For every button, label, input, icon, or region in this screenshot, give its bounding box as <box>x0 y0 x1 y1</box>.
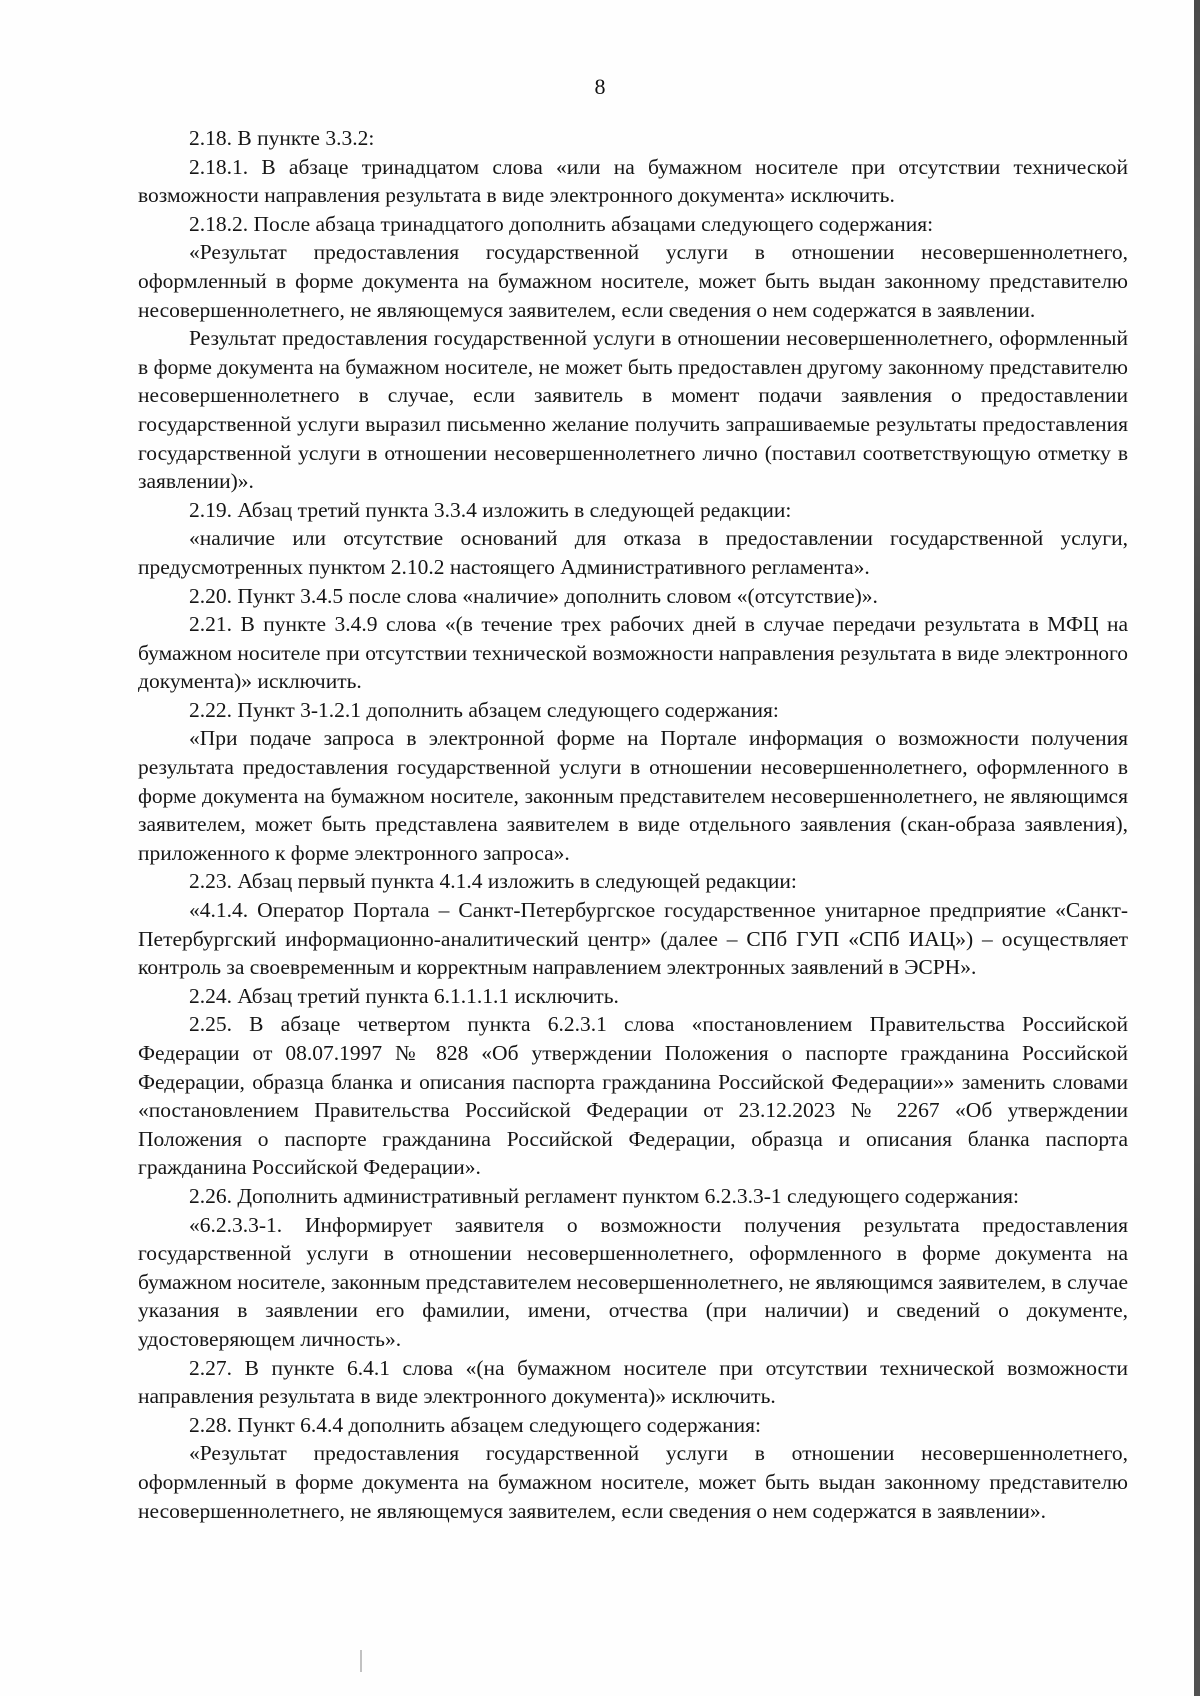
paragraph-2-19: 2.19. Абзац третий пункта 3.3.4 изложить в следующей редакции: <box>189 497 792 522</box>
paragraph-quote-portal-request: «При подаче запроса в электронной форме на Портале информация о возможности получения результата предоставления государственной услуги в отношении несовершеннолетнего, оформленного в форме документа на бумажном носителе, законным представителем несовершеннолетнего, не являющимся заявителем, может быть представлена заявителем в виде отдельного заявления (скан-образа заявления), приложенного к форме электронного запроса». <box>138 726 1128 865</box>
paragraph-2-27: 2.27. В пункте 6.4.1 слова «(на бумажном носителе при отсутствии технической возможности направления результата в виде электронного документа)» исключить. <box>138 1355 1128 1409</box>
paragraph-2-21: 2.21. В пункте 3.4.9 слова «(в течение трех рабочих дней в случае передачи результата в МФЦ на бумажном носителе при отсутствии технической возможности направления результата в виде электронного документа)» исключить. <box>138 612 1128 694</box>
scan-edge-mark <box>1194 0 1200 1696</box>
document-body <box>138 124 1128 1525</box>
paragraph-2-18: 2.18. В пункте 3.3.2: <box>189 126 375 150</box>
paragraph-2-25: 2.25. В абзаце четвертом пункта 6.2.3.1 слова «постановлением Правительства Российской Федерации от 08.07.1997 № 828 «Об утверждении Положения о паспорте гражданина Российской Федерации, образца бланка и описания паспорта гражданина Российской Федерации»» заменить словами «постановлением Правительства Российской Федерации от 23.12.2023 № 2267 «Об утверждении Положения о паспорте гражданина Российской Федерации, образца и описания бланка паспорта гражданина Российской Федерации». <box>138 1012 1128 1180</box>
paragraph-2-20: 2.20. Пункт 3.4.5 после слова «наличие» дополнить словом «(отсутствие)». <box>189 583 878 608</box>
paragraph-2-23: 2.23. Абзац первый пункта 4.1.4 изложить в следующей редакции: <box>189 869 797 894</box>
paragraph-2-18-1: 2.18.1. В абзаце тринадцатом слова «или на бумажном носителе при отсутствии технической возможности направления результата в виде электронного документа» исключить. <box>138 154 1128 208</box>
paragraph-2-18-2: 2.18.2. После абзаца тринадцатого дополнить абзацами следующего содержания: <box>189 211 934 236</box>
paragraph-quote-final: «Результат предоставления государственной услуги в отношении несовершеннолетнего, оформленный в форме документа на бумажном носителе, может быть выдан законному представителю несовершеннолетнего, не являющемуся заявителем, если сведения о нем содержатся в заявлении». <box>138 1441 1128 1523</box>
paragraph-quote-6-2-3-3-1: «6.2.3.3-1. Информирует заявителя о возможности получения результата предоставления государственной услуги в отношении несовершеннолетнего, оформленного в форме документа на бумажном носителе, законным представителем несовершеннолетнего, не являющимся заявителем, в случае указания в заявлении его фамилии, имени, отчества (при наличии) и сведений о документе, удостоверяющем личность». <box>138 1212 1128 1351</box>
paragraph-quote-result-issue: «Результат предоставления государственной услуги в отношении несовершеннолетнего, оформленный в форме документа на бумажном носителе, может быть выдан законному представителю несовершеннолетнего, не являющемуся заявителем, если сведения о нем содержатся в заявлении. <box>138 240 1128 322</box>
paragraph-2-24: 2.24. Абзац третий пункта 6.1.1.1.1 исключить. <box>189 983 619 1008</box>
paragraph-quote-4-1-4: «4.1.4. Оператор Портала – Санкт-Петербургское государственное унитарное предприятие «Санкт-Петербургский информационно-аналитический центр» (далее – СПб ГУП «СПб ИАЦ») – осуществляет контроль за своевременным и корректным направлением электронных заявлений в ЭСРН». <box>138 898 1128 980</box>
paragraph-2-26: 2.26. Дополнить административный регламент пунктом 6.2.3.3-1 следующего содержания: <box>189 1183 1019 1208</box>
paragraph-2-22: 2.22. Пункт 3-1.2.1 дополнить абзацем следующего содержания: <box>189 697 779 722</box>
paragraph-quote-grounds: «наличие или отсутствие оснований для отказа в предоставлении государственной услуги, предусмотренных пунктом 2.10.2 настоящего Административного регламента». <box>138 526 1128 579</box>
page-number: 8 <box>594 74 606 99</box>
paragraph-2-28: 2.28. Пункт 6.4.4 дополнить абзацем следующего содержания: <box>189 1412 761 1437</box>
scan-artifact-mark <box>360 1650 362 1672</box>
paragraph-result-not-provided: Результат предоставления государственной услуги в отношении несовершеннолетнего, оформленный в форме документа на бумажном носителе, не может быть предоставлен другому законному представителю несовершеннолетнего в случае, если заявитель в момент подачи заявления о предоставлении государственной услуги выразил письменно желание получить запрашиваемые результаты предоставления государственной услуги в отношении несовершеннолетнего лично (поставил соответствующую отметку в заявлении)». <box>138 326 1128 494</box>
